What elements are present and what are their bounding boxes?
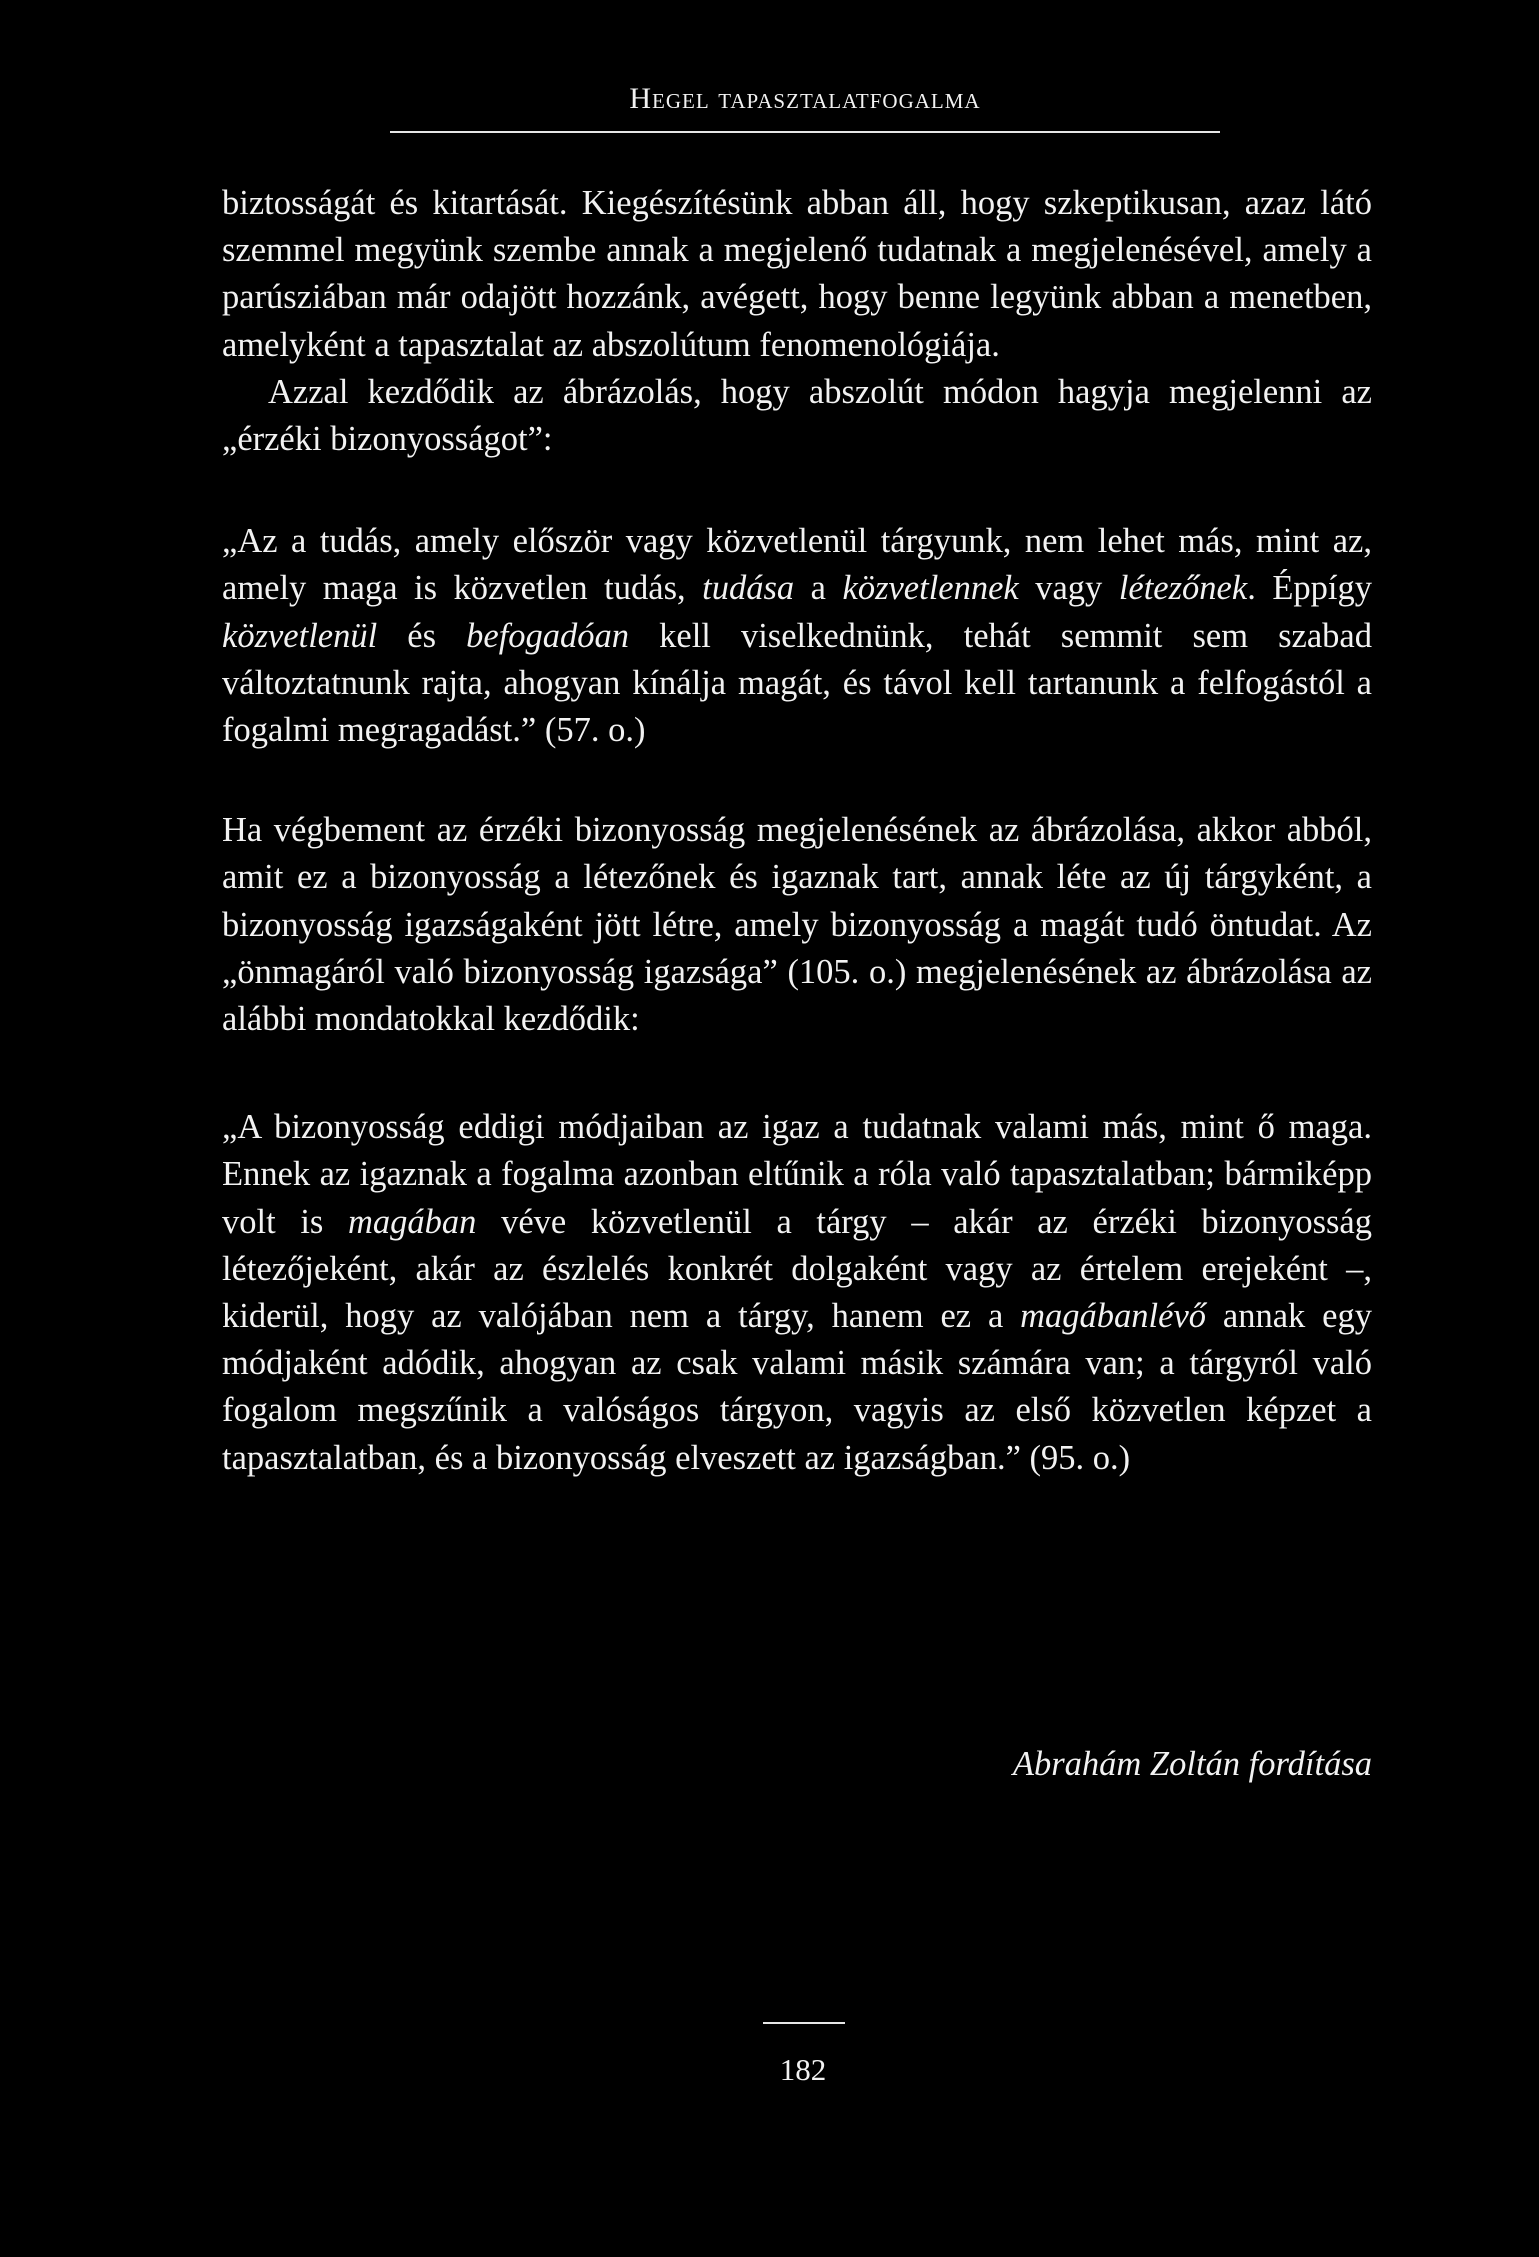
body-text [222, 180, 1372, 1482]
quote-text: . Éppígy [1247, 569, 1372, 608]
page-number: 182 [779, 2052, 827, 2087]
quote-text: és [377, 616, 467, 655]
quote-text: annak egy módjaként adódik, ahogyan az csak valami másik számára van; a tárgyról való fogalom megszűnik a valóságos tárgyon, vagyis az első közvetlen képzet a tapasztalatban, és a bizonyosság elveszett az igazságban.” (95. o.) [222, 1297, 1372, 1477]
block-quote-1 [222, 518, 1372, 754]
quote-emphasis: közvetlennek [842, 569, 1019, 608]
block-quote-2 [222, 1104, 1372, 1482]
translator-attribution: Abrahám Zoltán fordítása [1012, 1745, 1372, 1783]
quote-text: „Az a tudás, amely először vagy közvetlenül tárgyunk, nem lehet más, mint az, amely maga is közvetlen tudás, [222, 522, 1372, 608]
quote-emphasis: magában [348, 1202, 477, 1241]
quote-emphasis: közvetlenül [222, 616, 378, 655]
paragraph-1: biztosságát és kitartását. Kiegészítésünk abban áll, hogy szkeptikusan, azaz látó szemmel megyünk szembe annak a megjelenő tudatnak a megjelenésével, amely a parúsziában már odajött hozzánk, avégett, hogy benne legyünk abban a menetben, amelyként a tapasztalat az abszolútum fenomenológiája. [222, 184, 1372, 364]
quote-text: kell viselkednünk, tehát semmit sem szabad változtatnunk rajta, ahogyan kínálja magát, és távol kell tartanunk a felfogástól a fogalmi megragadást.” (57. o.) [222, 616, 1372, 750]
paragraph-2: Azzal kezdődik az ábrázolás, hogy abszolút módon hagyja megjelenni az „érzéki bizonyosságot”: [222, 372, 1372, 459]
quote-emphasis: magábanlévő [1020, 1297, 1207, 1336]
quote-text: „A bizonyosság eddigi módjaiban az igaz a tudatnak valami más, mint ő maga. Ennek az igaznak a fogalma azonban eltűnik a róla való tapasztalatban; bármiképp volt is [222, 1108, 1372, 1241]
quote-text: vagy [1018, 569, 1119, 608]
quote-emphasis: tudása [702, 569, 795, 608]
paragraph-3: Ha végbement az érzéki bizonyosság megjelenésének az ábrázolása, akkor abból, amit ez a bizonyosság a létezőnek és igaznak tart, annak léte az új tárgyként, a bizonyosság igazságaként jött létre, amely bizonyosság a magát tudó öntudat. Az „önmagáról való bizonyosság igazsága” (105. o.) megjelenésének az ábrázolása az alábbi mondatokkal kezdődik: [222, 811, 1372, 1039]
quote-emphasis: létezőnek [1118, 569, 1248, 608]
header-rule [390, 131, 1220, 133]
quote-text: véve közvetlenül a tárgy – akár az érzéki bizonyosság létezőjeként, akár az észlelés konkrét dolgaként vagy az értelem erejeként –, kiderül, hogy az valójában nem a tárgy, hanem ez a [222, 1202, 1372, 1336]
quote-emphasis: befogadóan [466, 616, 630, 655]
running-head: Hegel tapasztalatfogalma [629, 82, 981, 115]
footer-rule [763, 2022, 845, 2024]
quote-text: a [794, 569, 843, 608]
